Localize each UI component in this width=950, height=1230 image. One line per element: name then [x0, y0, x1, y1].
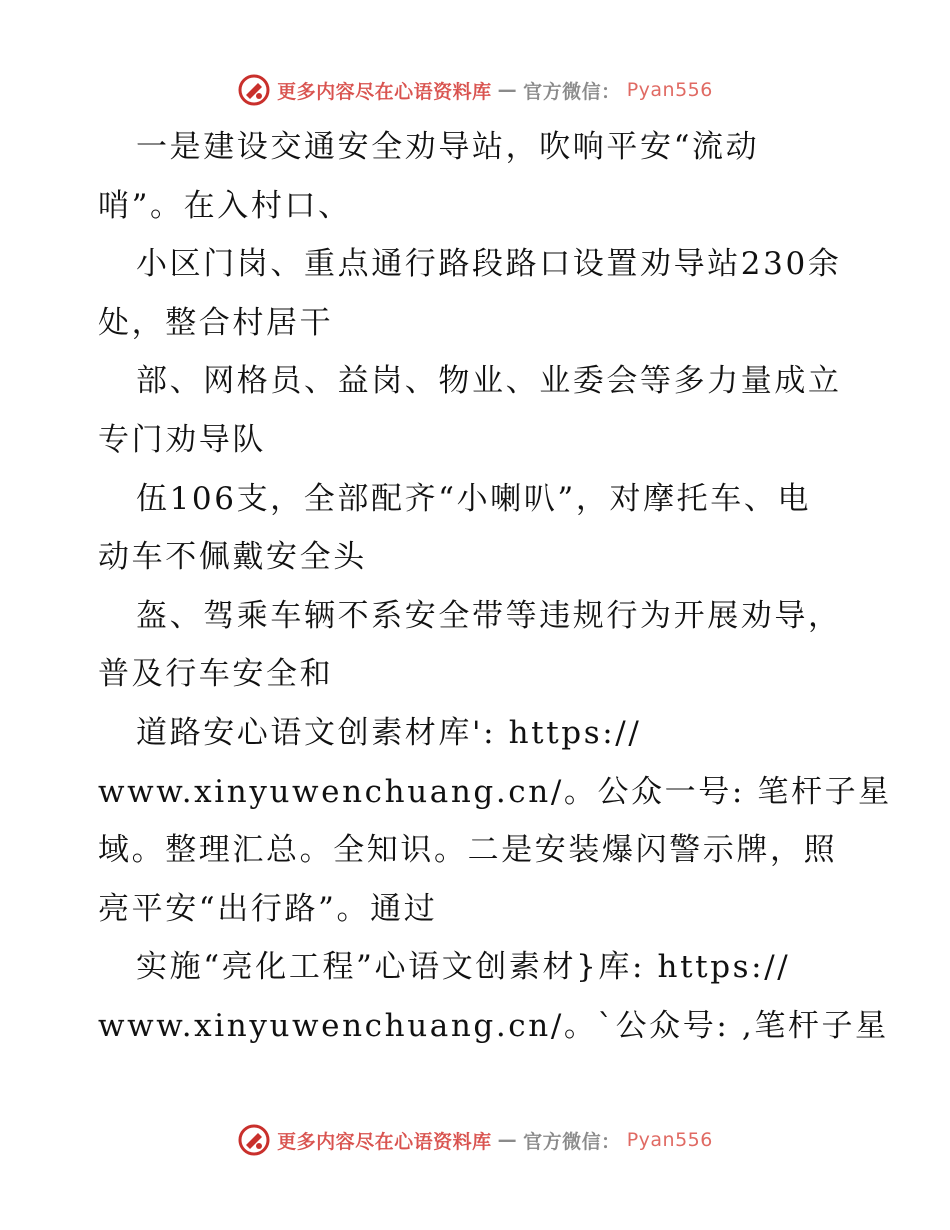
- brand-logo-icon: [237, 73, 271, 107]
- watermark-separator: —: [497, 1129, 518, 1151]
- text-line: 动车不佩戴安全头: [98, 539, 367, 576]
- text-line: 道路安心语文创素材库': https://: [136, 714, 642, 751]
- watermark-official-label: 官方微信：: [523, 80, 621, 103]
- text-line: 部、网格员、益岗、物业、业委会等多力量成立: [136, 363, 842, 400]
- document-body: [98, 118, 892, 1056]
- brand-logo-icon: [237, 1123, 271, 1157]
- text-line: www.xinyuwenchuang.cn/。公众一号: 笔杆子星: [98, 773, 892, 810]
- watermark-main-text: 更多内容尽在心语资料库: [277, 80, 492, 103]
- watermark-separator: —: [497, 79, 518, 101]
- text-line: 盔、驾乘车辆不系安全带等违规行为开展劝导，: [136, 597, 842, 634]
- text-line: 伍106支，全部配齐“小喇叭”，对摩托车、电: [136, 480, 812, 517]
- watermark-main-text: 更多内容尽在心语资料库: [277, 1130, 492, 1153]
- text-line: 域。整理汇总。全知识。二是安装爆闪警示牌，照: [98, 832, 838, 869]
- text-line: 实施“亮化工程”心语文创素材}库: https://: [136, 949, 791, 986]
- text-line: 小区门岗、重点通行路段路口设置劝导站230余: [136, 246, 842, 283]
- text-line: 普及行车安全和: [98, 656, 334, 693]
- text-line: 一是建设交通安全劝导站，吹响平安“流动: [136, 129, 760, 165]
- text-line: 处，整合村居干: [98, 304, 334, 341]
- watermark-wechat-id: Pyan556: [626, 79, 713, 101]
- text-line: www.xinyuwenchuang.cn/。`公众号: ,笔杆子星: [98, 1007, 889, 1044]
- watermark-wechat-id: Pyan556: [626, 1129, 713, 1151]
- header-watermark: [0, 70, 950, 110]
- watermark-official-label: 官方微信：: [523, 1130, 621, 1153]
- text-line: 专门劝导队: [98, 421, 266, 458]
- text-line: 哨”。在入村口、: [98, 187, 352, 224]
- footer-watermark: [0, 1120, 950, 1160]
- text-line: 亮平安“出行路”。通过: [98, 890, 438, 927]
